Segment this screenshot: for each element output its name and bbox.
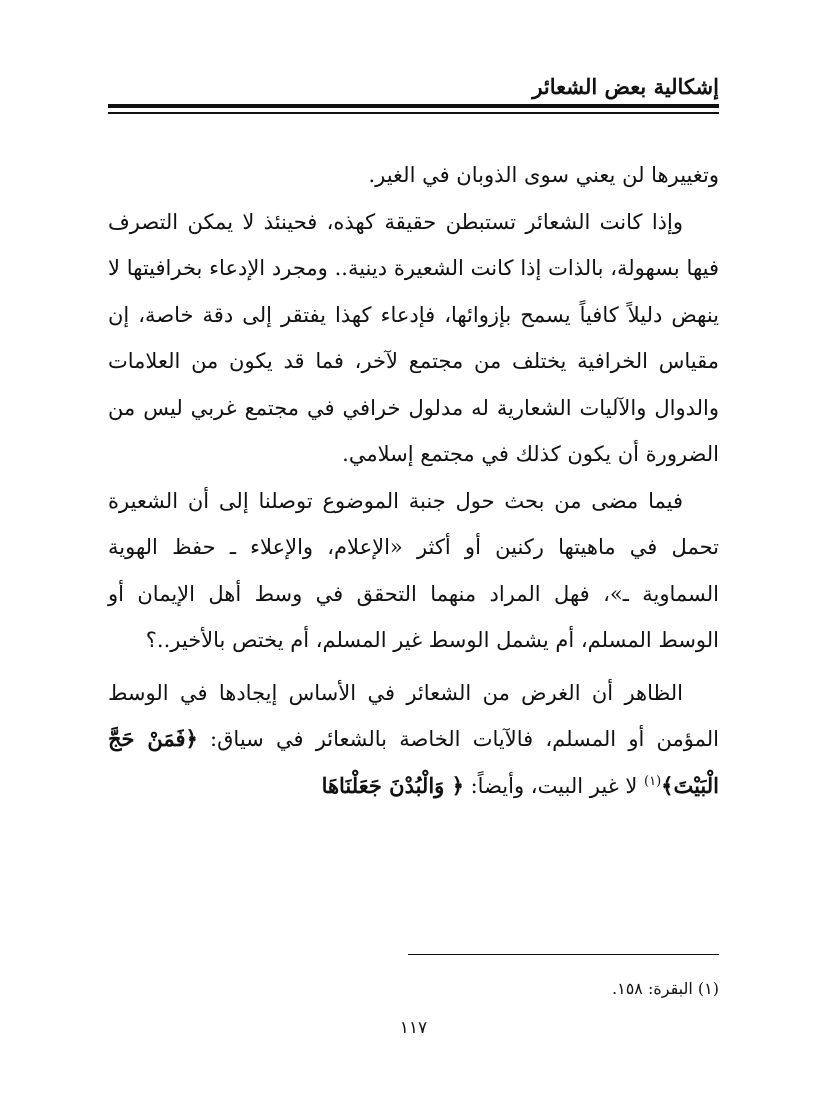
header-rule-thin: [108, 112, 719, 114]
quran-verse-1: ﴿فَمَنْ حَجَّ الْبَيْتَ﴾: [108, 726, 719, 798]
body-text: [108, 152, 719, 809]
paragraph-4-part-1: الظاهر أن الغرض من الشعائر في الأساس إيجادها في الوسط المؤمن أو المسلم، فالآيات الخاصة بالشعائر في سياق:: [108, 680, 719, 751]
paragraph-1: وتغييرها لن يعني سوى الذوبان في الغير.: [368, 163, 719, 187]
paragraph-4: [108, 670, 719, 810]
paragraph-4-part-2: لا غير البيت، وأيضاً:: [470, 773, 638, 798]
footnote-separator: [408, 954, 719, 955]
running-header-title: إشكالية بعض الشعائر: [532, 74, 719, 99]
quran-verse-2: ﴿ وَالْبُدْنَ جَعَلْنَاهَا: [321, 772, 464, 798]
paragraph-2: وإذا كانت الشعائر تستبطن حقيقة كهذه، فحينئذ لا يمكن التصرف فيها بسهولة، بالذات إذا كانت الشعيرة دينية.. ومجرد الإدعاء بخرافيتها لا ينهض دليلاً كافياً يسمح بإزوائها، فإدعاء كهذا يفتقر إلى دقة خاصة، إن مقياس الخرافية يختلف من مجتمع لآخر، فما قد يكون من العلامات والدوال والآليات الشعارية له مدلول خرافي في مجتمع غربي ليس من الضرورة أن يكون كذلك في مجتمع إسلامي.: [108, 209, 719, 466]
paragraph-3: فيما مضى من بحث حول جنبة الموضوع توصلنا إلى أن الشعيرة تحمل في ماهيتها ركنين أو أكثر «الإعلام، والإعلاء ـ حفظ الهوية السماوية ـ»، فهل المراد منهما التحقق في وسط أهل الإيمان أو الوسط المسلم، أم يشمل الوسط غير المسلم، أم يختص بالأخير..؟: [108, 488, 719, 652]
footnote-marker-1: (١): [644, 773, 662, 789]
header-rule-thick: [108, 104, 719, 108]
footnote-1: (١) البقرة: ١٥٨.: [612, 979, 719, 998]
page-number: ١١٧: [399, 1018, 428, 1038]
